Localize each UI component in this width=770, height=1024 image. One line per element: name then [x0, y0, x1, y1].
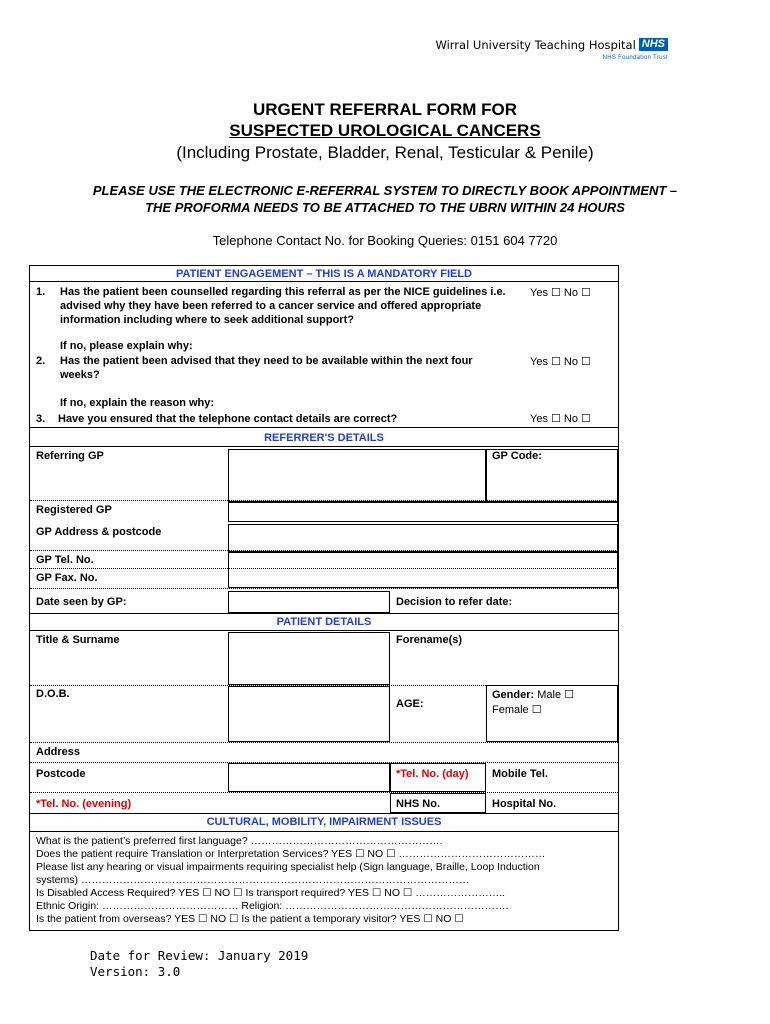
- tel-day-label: *Tel. No. (day): [396, 768, 469, 780]
- gp-tel-fax-field[interactable]: [228, 552, 618, 588]
- hospital-name: Wirral University Teaching Hospital: [435, 37, 636, 52]
- footer: [90, 948, 308, 980]
- gp-fax-label: GP Fax. No.: [36, 572, 98, 584]
- q1-yes-no-checkbox[interactable]: Yes ☐ No ☐: [530, 287, 591, 299]
- referring-gp-label: Referring GP: [36, 450, 104, 462]
- question-1-followup: If no, please explain why:: [60, 340, 193, 352]
- referring-gp-field[interactable]: [228, 449, 486, 502]
- date-seen-label: Date seen by GP:: [36, 596, 127, 608]
- dob-field[interactable]: [228, 686, 390, 742]
- gp-code-label: GP Code:: [492, 450, 542, 462]
- hospital-no-label[interactable]: Hospital No.: [492, 798, 557, 810]
- review-date: Date for Review: January 2019: [90, 948, 309, 963]
- hospital-logo: [435, 36, 668, 61]
- dob-label: D.O.B.: [36, 688, 70, 700]
- preferred-language-line[interactable]: What is the patient’s preferred first language? ……………………………………………….: [36, 835, 443, 847]
- q2-yes-no-checkbox[interactable]: Yes ☐ No ☐: [530, 356, 591, 368]
- forenames-label[interactable]: Forename(s): [396, 634, 463, 646]
- gender-options[interactable]: Gender: Male ☐ Female ☐: [492, 689, 575, 716]
- title-line-1: URGENT REFERRAL FORM FOR: [252, 100, 518, 119]
- decision-date-label[interactable]: Decision to refer date:: [396, 596, 513, 608]
- booking-phone: Telephone Contact No. for Booking Queries: 0151 604 7720: [212, 233, 558, 248]
- age-label[interactable]: AGE:: [396, 698, 424, 710]
- impairments-line-2[interactable]: systems) …………………………………………………………………………………………………: [36, 874, 470, 886]
- question-2-followup: If no, explain the reason why:: [60, 397, 215, 409]
- address-label[interactable]: Address: [36, 746, 81, 758]
- form-title: [0, 100, 770, 165]
- foundation-trust-text: NHS Foundation Trust: [602, 55, 668, 61]
- postcode-label: Postcode: [36, 768, 86, 780]
- registered-gp-field[interactable]: [228, 502, 618, 522]
- cultural-questions[interactable]: [36, 835, 612, 926]
- gp-tel-label: GP Tel. No.: [36, 554, 94, 566]
- e-referral-notice: PLEASE USE THE ELECTRONIC E-REFERRAL SYSTEM TO DIRECTLY BOOK APPOINTMENT – THE PROFORMA NEEDS TO BE ATTACHED TO THE UBRN WITHIN 24 HOURS: [92, 183, 678, 215]
- surname-field[interactable]: [228, 632, 390, 685]
- gp-address-label: GP Address & postcode: [36, 526, 162, 538]
- overseas-visitor-line[interactable]: Is the patient from overseas? YES ☐ NO ☐ Is the patient a temporary visitor? YES ☐ NO ☐: [36, 913, 464, 925]
- mobile-label[interactable]: Mobile Tel.: [492, 768, 549, 780]
- title-surname-label: Title & Surname: [36, 634, 120, 646]
- nhs-no-label: NHS No.: [396, 798, 440, 810]
- title-line-2: SUSPECTED UROLOGICAL CANCERS: [229, 121, 541, 140]
- engagement-heading: PATIENT ENGAGEMENT – THIS IS A MANDATORY FIELD: [176, 268, 472, 280]
- referral-form: PATIENT ENGAGEMENT – THIS IS A MANDATORY FIELD 1. Has the patient been counselled regarding this referral as per the NICE guidelines i.e. advised why they have been referred to a cancer service and offered appropriate information including where to seek additional support? Yes ☐ No ☐ If no, please explain why: 2. Has the patient been advised that they need to be available within the next four weeks? Yes ☐ No ☐ If no, explain the reason why: 3. Have you ensured that the telephone contact details are correct? Yes ☐ No ☐ REFERRER'S DETAILS Referring GP GP Code: Registered GP GP Address & postcode GP Tel. No. GP Fax. No. Date seen by GP: Decision to refer date: PATIENT DETAILS Title & Surname Forename(s) D.O.B. AGE: Gender: Male ☐ Female ☐ Address Postcode *Tel. No. (day) Mobile Tel. *Tel. No. (evening) NHS No. Hospital No. CULTURAL, MOBILITY, IMPAIRMENT ISSUES What is the patient’s preferred first language? ………………………………………………. Does the patient require Translation or Interpretation Services? YES ☐ NO ☐ …………………………………… Please list any hearing or visual impairments requiring specialist help (Sign language, Braille, Loop Induction systems) ………………………………………………………………………………………………… Is Disabled Access Required? YES ☐ NO ☐ Is transport required? YES ☐ NO ☐ …………………….. Ethnic Origin: ………………………………… Religion: ………………………………………………………. Is the patient from overseas? YES ☐ NO ☐ Is the patient a temporary visitor? YES ☐ NO ☐: [29, 265, 619, 931]
- date-seen-field[interactable]: [228, 591, 390, 613]
- question-3: Have you ensured that the telephone contact details are correct?: [58, 413, 398, 425]
- gp-address-field[interactable]: [228, 524, 618, 552]
- question-2: Has the patient been advised that they need to be available within the next four weeks?: [60, 355, 473, 381]
- title-line-3: (Including Prostate, Bladder, Renal, Testicular & Penile): [176, 143, 594, 162]
- tel-evening-label: *Tel. No. (evening): [36, 798, 132, 810]
- impairments-line[interactable]: Please list any hearing or visual impairments requiring specialist help (Sign language, Braille, Loop Induction: [36, 861, 540, 873]
- translation-line[interactable]: Does the patient require Translation or Interpretation Services? YES ☐ NO ☐ ……………………………………: [36, 848, 546, 860]
- question-1: Has the patient been counselled regarding this referral as per the NICE guidelines i.e. advised why they have been referred to a cancer service and offered appropriate information including where to seek additional support?: [60, 286, 506, 326]
- access-transport-line[interactable]: Is Disabled Access Required? YES ☐ NO ☐ Is transport required? YES ☐ NO ☐ ……………………..: [36, 887, 506, 899]
- cultural-heading: CULTURAL, MOBILITY, IMPAIRMENT ISSUES: [206, 816, 442, 828]
- patient-heading: PATIENT DETAILS: [276, 616, 372, 628]
- registered-gp-label: Registered GP: [36, 504, 112, 516]
- referrer-heading: REFERRER'S DETAILS: [264, 432, 384, 444]
- version: Version: 3.0: [90, 964, 181, 979]
- ethnic-religion-line[interactable]: Ethnic Origin: ………………………………… Religion: ……………………………………………………….: [36, 900, 509, 912]
- nhs-badge: NHS: [639, 38, 668, 51]
- postcode-field[interactable]: [228, 763, 390, 792]
- q3-yes-no-checkbox[interactable]: Yes ☐ No ☐: [530, 413, 591, 425]
